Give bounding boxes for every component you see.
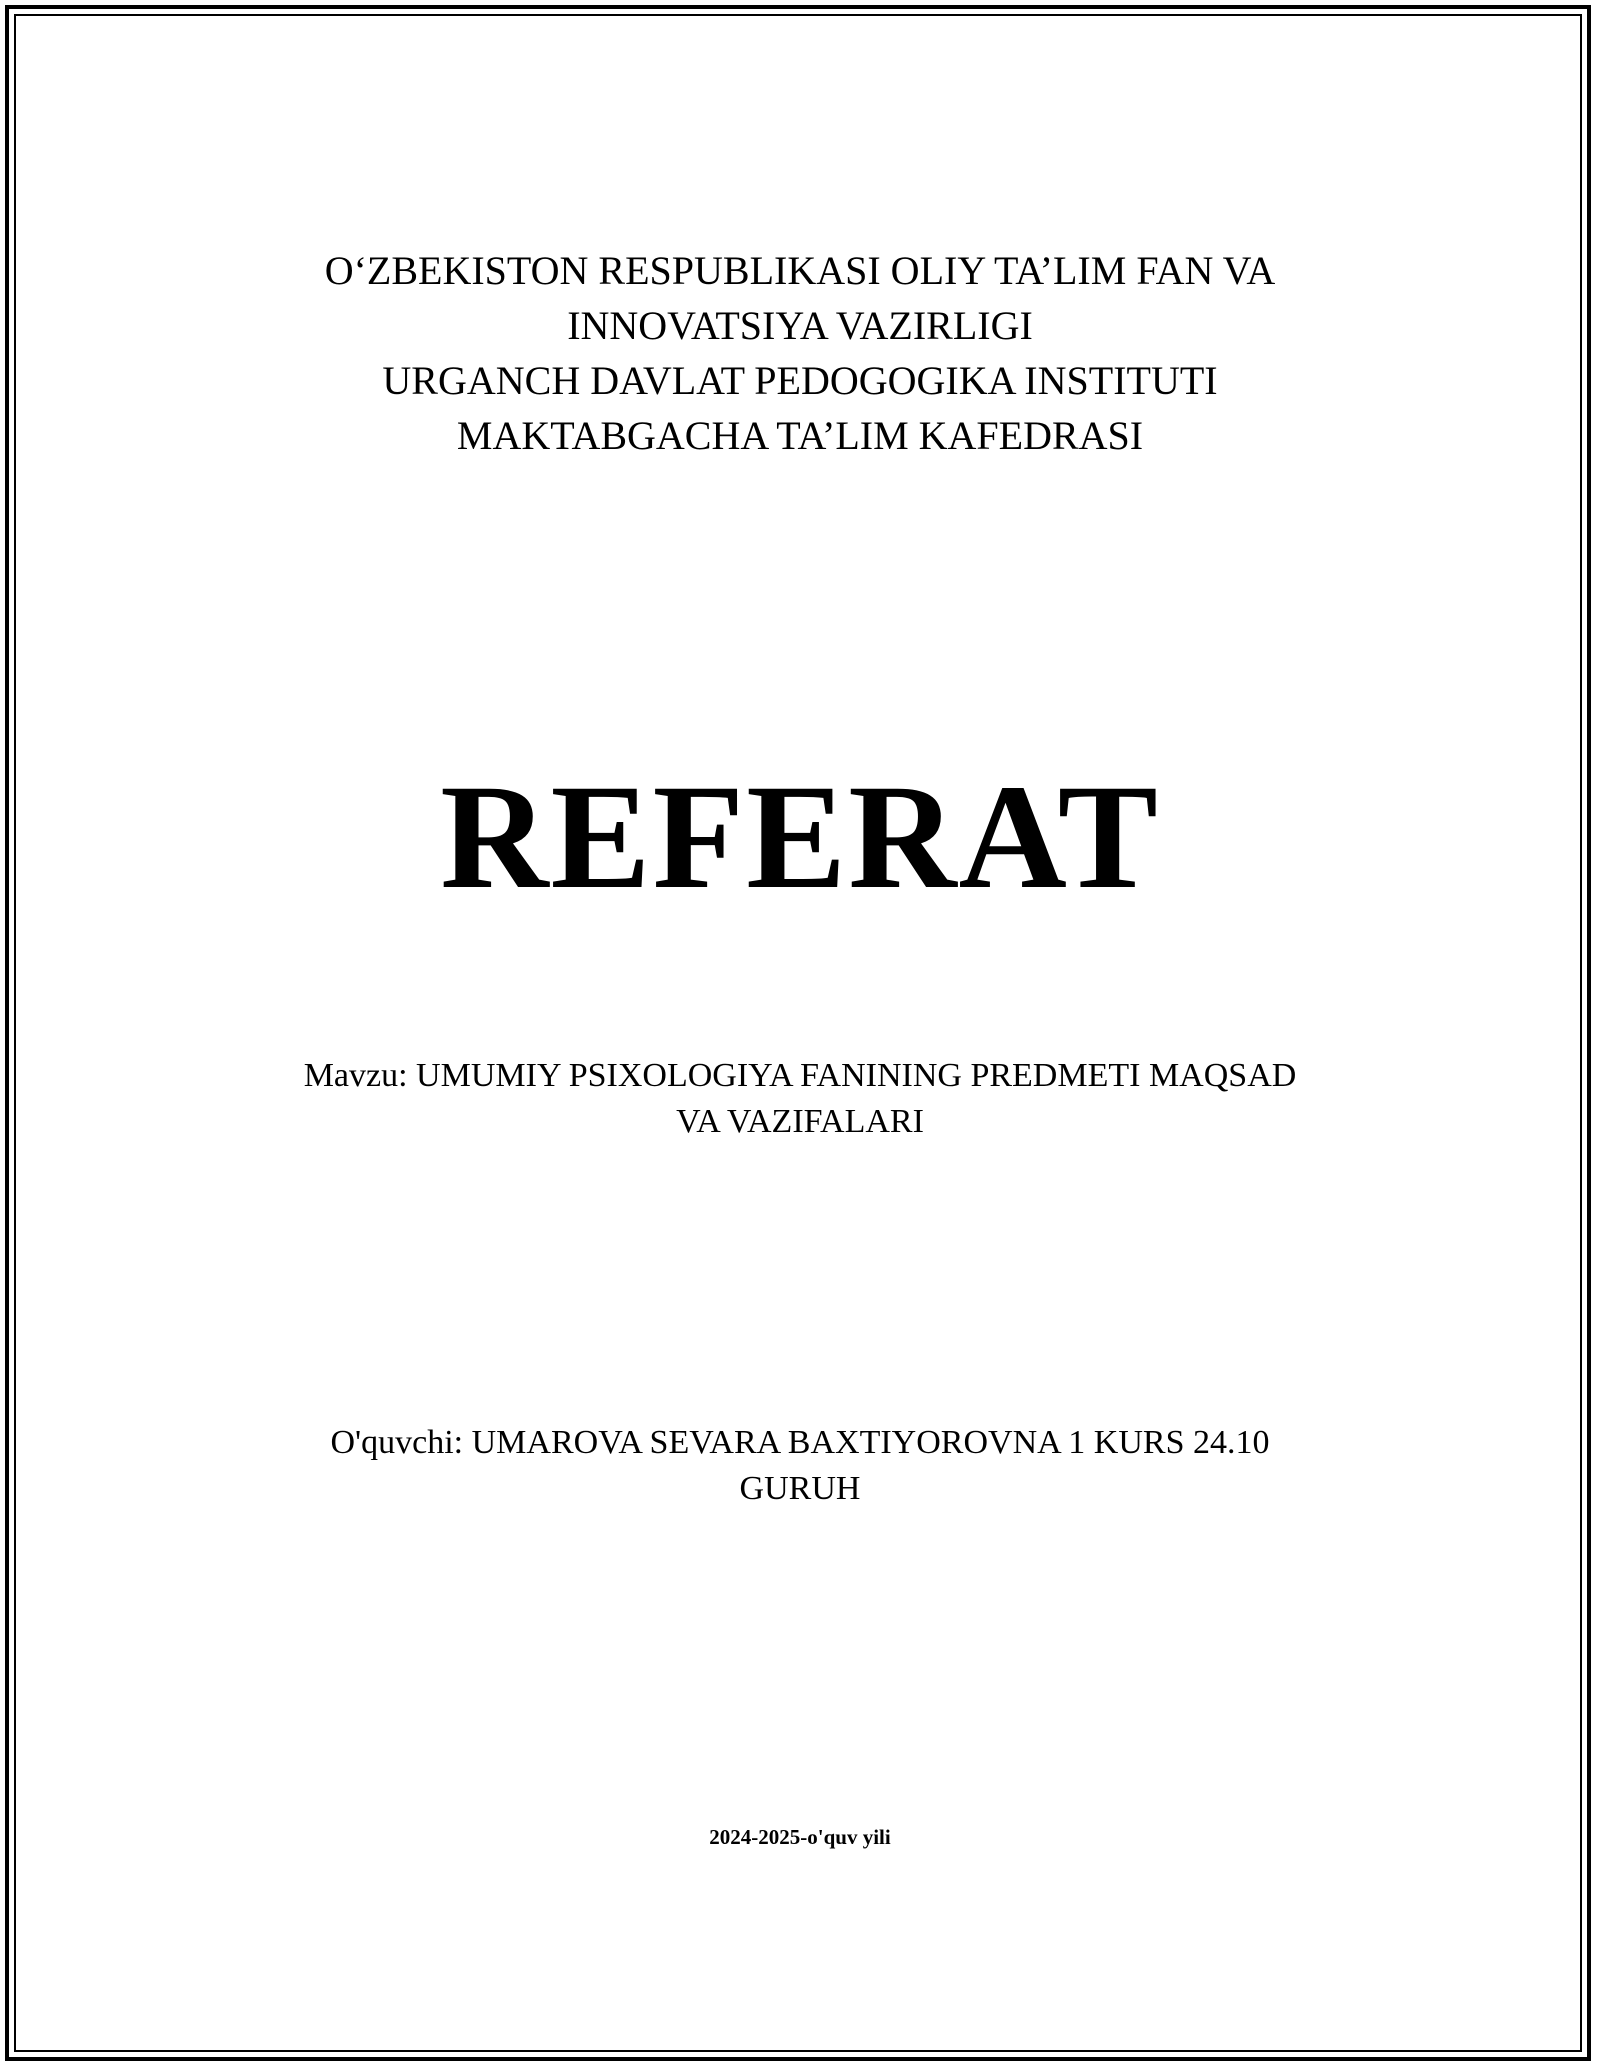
header-line-ministry-cont: INNOVATSIYA VAZIRLIGI — [567, 303, 1033, 348]
topic-line-1: Mavzu: UMUMIY PSIXOLOGIYA FANINING PREDMETI MAQSAD — [303, 1057, 1297, 1094]
topic-line-2: VA VAZIFALARI — [676, 1103, 924, 1140]
header-line-institute: URGANCH DAVLAT PEDOGOGIKA INSTITUTI — [382, 358, 1218, 403]
academic-year: 2024-2025-o'quv yili — [709, 1825, 891, 1849]
topic-block — [0, 1053, 1600, 1145]
header-line-ministry: O‘ZBEKISTON RESPUBLIKASI OLIY TA’LIM FAN VA — [324, 248, 1276, 293]
header-line-department: MAKTABGACHA TA’LIM KAFEDRASI — [456, 413, 1144, 458]
student-block — [0, 1420, 1600, 1512]
document-title: REFERAT — [440, 754, 1160, 920]
student-line-1: O'quvchi: UMAROVA SEVARA BAXTIYOROVNA 1 KURS 24.10 — [330, 1424, 1270, 1461]
student-line-2: GURUH — [739, 1470, 861, 1507]
institution-header — [0, 243, 1600, 463]
